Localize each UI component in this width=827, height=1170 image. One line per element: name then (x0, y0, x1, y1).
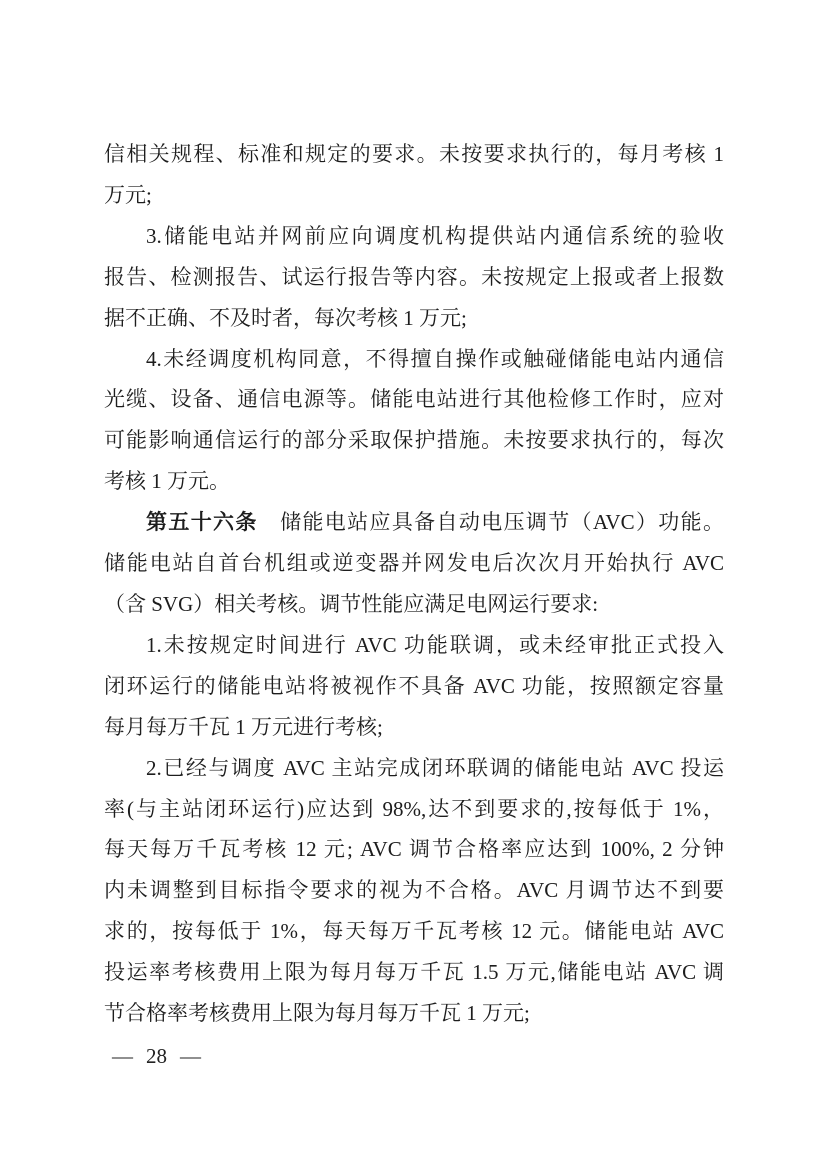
text-line: 3.储能电站并网前应向调度机构提供站内通信系统的验收 (146, 223, 724, 248)
text-line: 光缆、设备、通信电源等。储能电站进行其他检修工作时，应对 (104, 387, 724, 412)
text-line: 考核 1 万元。 (104, 469, 230, 494)
article-heading-text: 储能电站应具备自动电压调节（AVC）功能。 (257, 510, 724, 535)
page-number: 28 (146, 1044, 167, 1068)
text-line: 闭环运行的储能电站将被视作不具备 AVC 功能，按照额定容量 (104, 673, 724, 698)
text-line: 求的，按每低于 1%，每天每万千瓦考核 12 元。储能电站 AVC (104, 919, 724, 944)
text-line: 内未调整到目标指令要求的视为不合格。AVC 月调节达不到要 (104, 878, 724, 903)
text-line: 储能电站自首台机组或逆变器并网发电后次次月开始执行 AVC (104, 551, 724, 576)
document-body (104, 134, 724, 1034)
text-line: 节合格率考核费用上限为每月每万千瓦 1 万元; (104, 1001, 530, 1026)
text-line: 报告、检测报告、试运行报告等内容。未按规定上报或者上报数 (104, 264, 724, 289)
text-line: 每月每万千瓦 1 万元进行考核; (104, 714, 383, 739)
text-line: 信相关规程、标准和规定的要求。未按要求执行的，每月考核 1 (104, 142, 724, 166)
article-number: 第五十六条 (146, 510, 258, 535)
footer-right-dash: — (180, 1044, 201, 1068)
text-line: 万元; (104, 182, 152, 207)
page-footer (112, 1044, 201, 1069)
text-line: （含 SVG）相关考核。调节性能应满足电网运行要求: (104, 591, 599, 616)
article-heading-line (104, 502, 724, 543)
text-line: 4.未经调度机构同意，不得擅自操作或触碰储能电站内通信 (146, 346, 724, 371)
text-line: 率(与主站闭环运行)应达到 98%,达不到要求的,按每低于 1%， (104, 796, 724, 821)
text-line: 每天每万千瓦考核 12 元; AVC 调节合格率应达到 100%, 2 分钟 (104, 837, 724, 862)
text-line: 投运率考核费用上限为每月每万千瓦 1.5 万元,储能电站 AVC 调 (104, 960, 724, 985)
text-line: 2.已经与调度 AVC 主站完成闭环联调的储能电站 AVC 投运 (146, 755, 724, 780)
text-line: 据不正确、不及时者，每次考核 1 万元; (104, 305, 467, 330)
footer-left-dash: — (112, 1044, 133, 1068)
text-line: 1.未按规定时间进行 AVC 功能联调，或未经审批正式投入 (146, 632, 724, 657)
text-line: 可能影响通信运行的部分采取保护措施。未按要求执行的，每次 (104, 428, 724, 453)
